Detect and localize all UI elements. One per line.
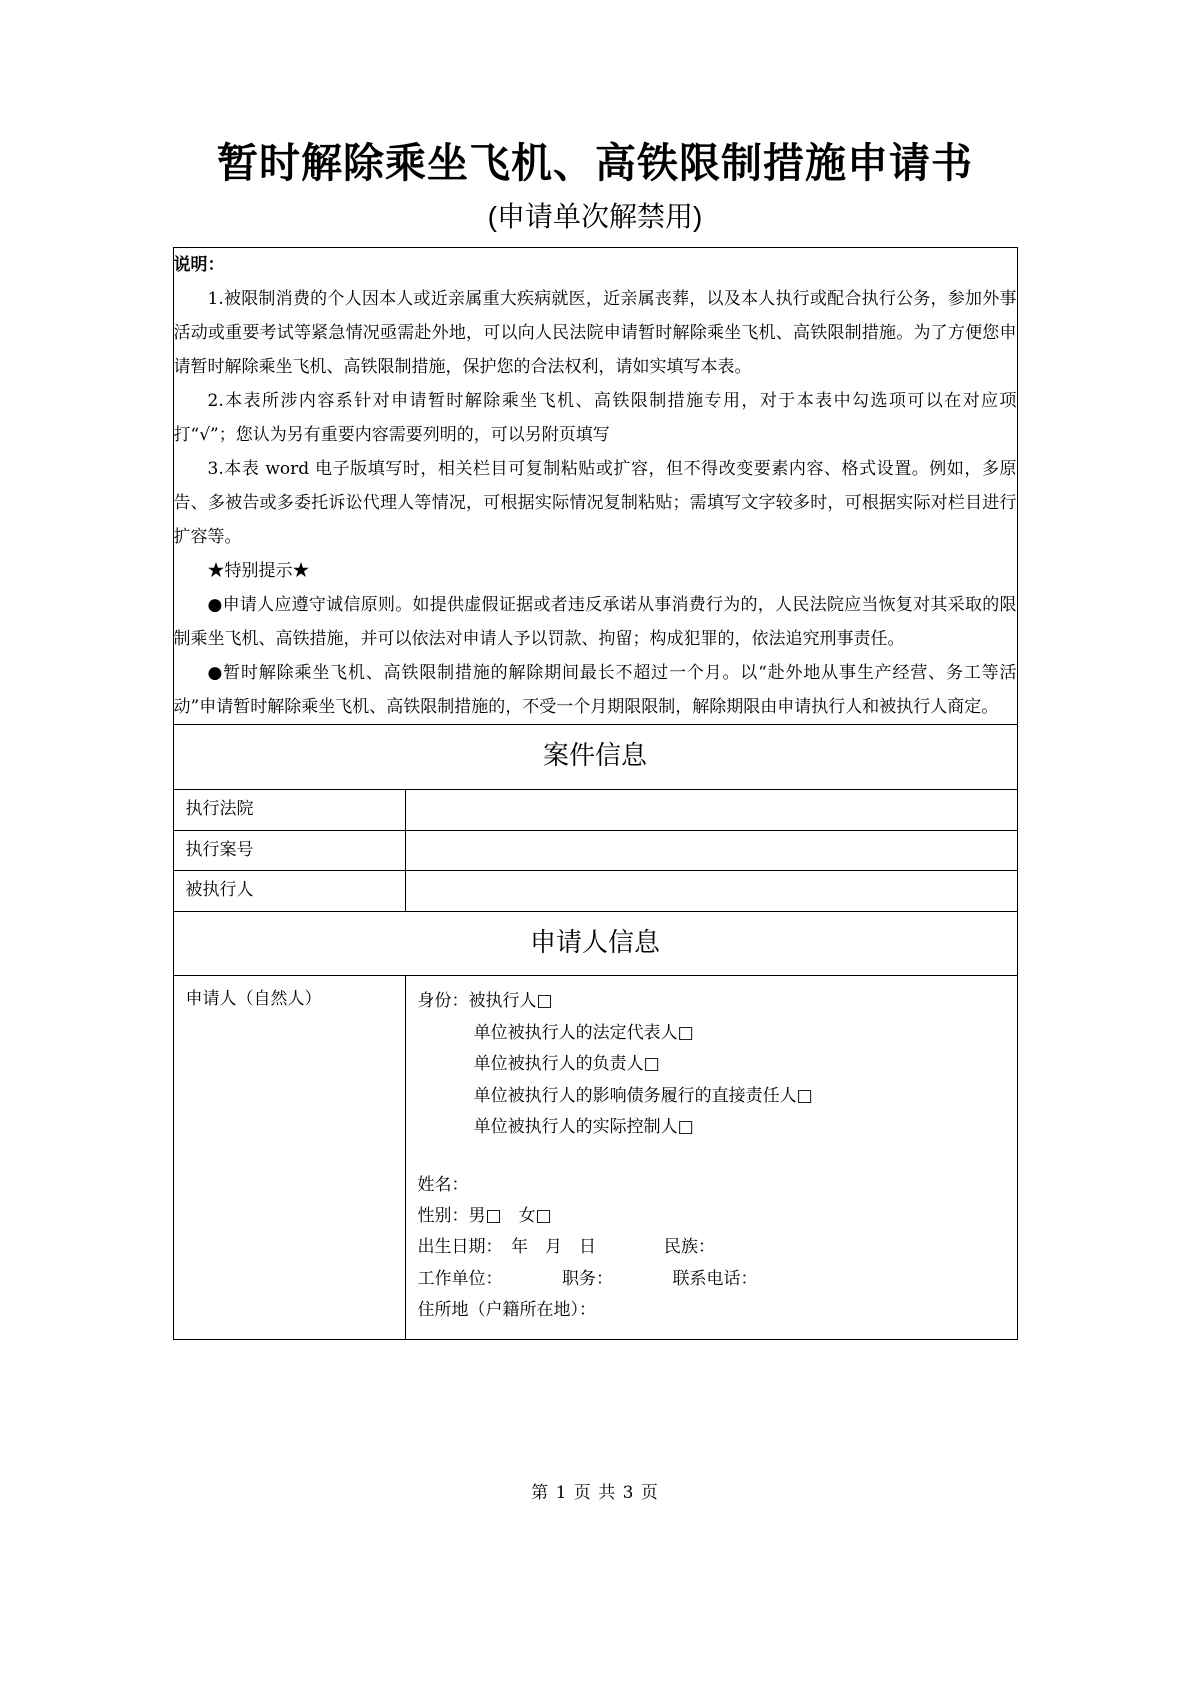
- page-title: 暂时解除乘坐飞机、高铁限制措施申请书: [217, 140, 973, 186]
- identity-option-person-in-charge[interactable]: 单位被执行人的负责人□: [473, 1054, 660, 1075]
- identity-option-legal-representative[interactable]: 单位被执行人的法定代表人□: [473, 1022, 694, 1043]
- applicant-detail-row: [173, 976, 1017, 1339]
- form-table: [173, 247, 1018, 1339]
- value-case-number[interactable]: [405, 830, 1017, 871]
- notice-bullet-2: ●暂时解除乘坐飞机、高铁限制措施的解除期间最长不超过一个月。以“赴外地从事生产经营、务工等活动”申请暂时解除乘坐飞机、高铁限制措施的，不受一个月期限限制，解除期限由申请执行人和被执行人商定。: [173, 663, 1017, 718]
- table-row: [173, 871, 1017, 912]
- instructions-heading: 说明：: [173, 255, 225, 276]
- instruction-item-3: 3.本表 word 电子版填写时，相关栏目可复制粘贴或扩容，但不得改变要素内容、格式设置。例如，多原告、多被告或多委托诉讼代理人等情况，可根据实际情况复制粘贴；需填写文字较多时，可根据实际对栏目进行扩容等。: [173, 459, 1017, 548]
- table-row: [173, 830, 1017, 871]
- spacer: [418, 1144, 1005, 1170]
- value-execution-court[interactable]: [405, 790, 1017, 831]
- field-gender[interactable]: 性别：男□ 女□: [417, 1206, 552, 1227]
- instruction-item-2: 2.本表所涉内容系针对申请暂时解除乘坐飞机、高铁限制措施专用，对于本表中勾选项可以在对应项打“√”；您认为另有重要内容需要列明的，可以另附页填写: [173, 391, 1017, 446]
- instructions-row: [173, 248, 1017, 725]
- label-case-number: 执行案号: [173, 830, 405, 871]
- case-info-section-title: 案件信息: [173, 725, 1017, 790]
- page-subtitle: (申请单次解禁用): [487, 201, 703, 233]
- case-info-header-row: [173, 725, 1017, 790]
- field-residence-address[interactable]: 住所地（户籍所在地）：: [417, 1300, 596, 1321]
- label-execution-court: 执行法院: [173, 790, 405, 831]
- field-employer-position-phone[interactable]: 工作单位： 职务： 联系电话：: [417, 1268, 758, 1289]
- label-applicant-natural-person: 申请人（自然人）: [173, 976, 405, 1339]
- instruction-item-1: 1.被限制消费的个人因本人或近亲属重大疾病就医，近亲属丧葬，以及本人执行或配合执行公务，参加外事活动或重要考试等紧急情况亟需赴外地，可以向人民法院申请暂时解除乘坐飞机、高铁限制措施。为了方便您申请暂时解除乘坐飞机、高铁限制措施，保护您的合法权利，请如实填写本表。: [173, 289, 1017, 378]
- table-row: [173, 790, 1017, 831]
- field-birthdate-ethnicity[interactable]: 出生日期： 年 月 日 民族：: [417, 1237, 715, 1258]
- notice-bullet-1: ●申请人应遵守诚信原则。如提供虚假证据或者违反承诺从事消费行为的，人民法院应当恢复对其采取的限制乘坐飞机、高铁措施，并可以依法对申请人予以罚款、拘留；构成犯罪的，依法追究刑事责任。: [173, 595, 1017, 650]
- value-person-subject-to-execution[interactable]: [405, 871, 1017, 912]
- identity-option-direct-liable-person[interactable]: 单位被执行人的影响债务履行的直接责任人□: [473, 1085, 813, 1106]
- page-footer: 第 1 页 共 3 页: [531, 1483, 659, 1503]
- label-person-subject-to-execution: 被执行人: [173, 871, 405, 912]
- applicant-info-header-row: [173, 911, 1017, 976]
- special-notice: ★特别提示★: [207, 561, 310, 582]
- identity-option-subject[interactable]: 身份：被执行人□: [417, 991, 553, 1012]
- instructions-cell: [173, 248, 1017, 725]
- applicant-fields-cell: [405, 976, 1017, 1339]
- applicant-info-section-title: 申请人信息: [173, 911, 1017, 976]
- field-name[interactable]: 姓名：: [417, 1174, 469, 1195]
- identity-option-actual-controller[interactable]: 单位被执行人的实际控制人□: [473, 1117, 694, 1138]
